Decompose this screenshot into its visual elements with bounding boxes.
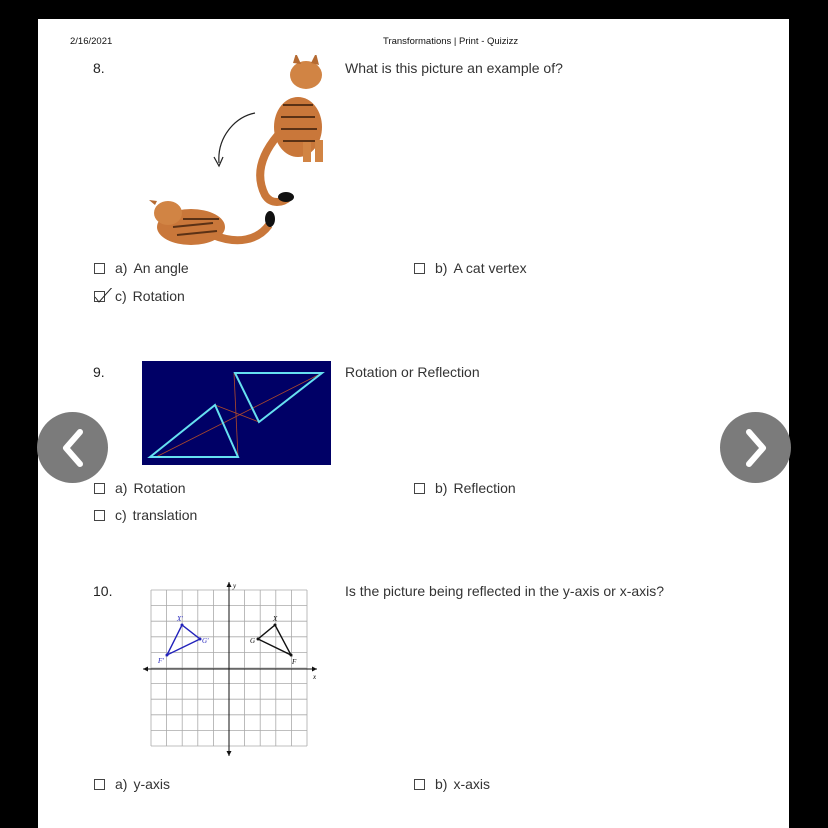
y-axis-label: y: [233, 582, 237, 590]
option-label: Rotation: [133, 480, 186, 496]
q10-option-a[interactable]: [94, 775, 170, 793]
next-page-button[interactable]: [720, 412, 791, 483]
x-axis-label: x: [313, 673, 317, 681]
triangle-reflection-image: [142, 361, 331, 465]
option-label: An angle: [133, 260, 189, 276]
upright-cat-icon: [260, 55, 323, 202]
option-letter: c): [115, 288, 127, 304]
question-8-text: What is this picture an example of?: [345, 60, 563, 76]
question-9-number: 9.: [93, 364, 105, 380]
option-label: x-axis: [453, 776, 491, 792]
q9-option-b[interactable]: [414, 479, 516, 497]
chevron-right-icon: [741, 428, 771, 468]
q10-option-b[interactable]: [414, 775, 490, 793]
q8-option-b[interactable]: [414, 259, 527, 277]
vertex-g: G: [250, 637, 256, 645]
question-8-number: 8.: [93, 60, 105, 76]
checkbox-checked[interactable]: [94, 291, 105, 302]
checkbox[interactable]: [94, 483, 105, 494]
option-label: Rotation: [132, 288, 185, 304]
print-page: [38, 19, 789, 828]
q8-option-a[interactable]: [94, 259, 189, 277]
option-label: y-axis: [133, 776, 171, 792]
question-10-number: 10.: [93, 583, 113, 599]
option-letter: b): [435, 260, 448, 276]
option-label: translation: [132, 507, 198, 523]
vertex-f: F: [292, 658, 297, 666]
checkmark-icon: [94, 288, 116, 310]
option-letter: b): [435, 480, 448, 496]
question-9-text: Rotation or Reflection: [345, 364, 480, 380]
rotated-cat-icon: [149, 200, 275, 245]
vertex-x-prime: X': [177, 615, 183, 623]
checkbox[interactable]: [94, 263, 105, 274]
option-label: A cat vertex: [453, 260, 527, 276]
question-10-text: Is the picture being reflected in the y-axis or x-axis?: [345, 583, 665, 599]
q9-option-c[interactable]: [94, 506, 197, 524]
q8-option-c[interactable]: [94, 287, 185, 305]
option-letter: a): [115, 480, 128, 496]
cat-rotation-image: [143, 55, 328, 247]
option-letter: b): [435, 776, 448, 792]
vertex-f-prime: F': [158, 657, 164, 665]
option-label: Reflection: [453, 480, 516, 496]
chevron-left-icon: [58, 428, 88, 468]
checkbox[interactable]: [414, 779, 425, 790]
coordinate-grid-image: [141, 580, 321, 760]
q9-option-a[interactable]: [94, 479, 186, 497]
checkbox[interactable]: [94, 510, 105, 521]
previous-page-button[interactable]: [37, 412, 108, 483]
vertex-g-prime: G': [202, 637, 209, 645]
header-title: Transformations | Print - Quizizz: [383, 36, 519, 47]
option-letter: a): [115, 260, 128, 276]
vertex-x: X: [273, 615, 278, 623]
checkbox[interactable]: [414, 263, 425, 274]
checkbox[interactable]: [414, 483, 425, 494]
option-letter: a): [115, 776, 128, 792]
option-letter: c): [115, 507, 127, 523]
checkbox[interactable]: [94, 779, 105, 790]
header-date: 2/16/2021: [70, 36, 113, 47]
